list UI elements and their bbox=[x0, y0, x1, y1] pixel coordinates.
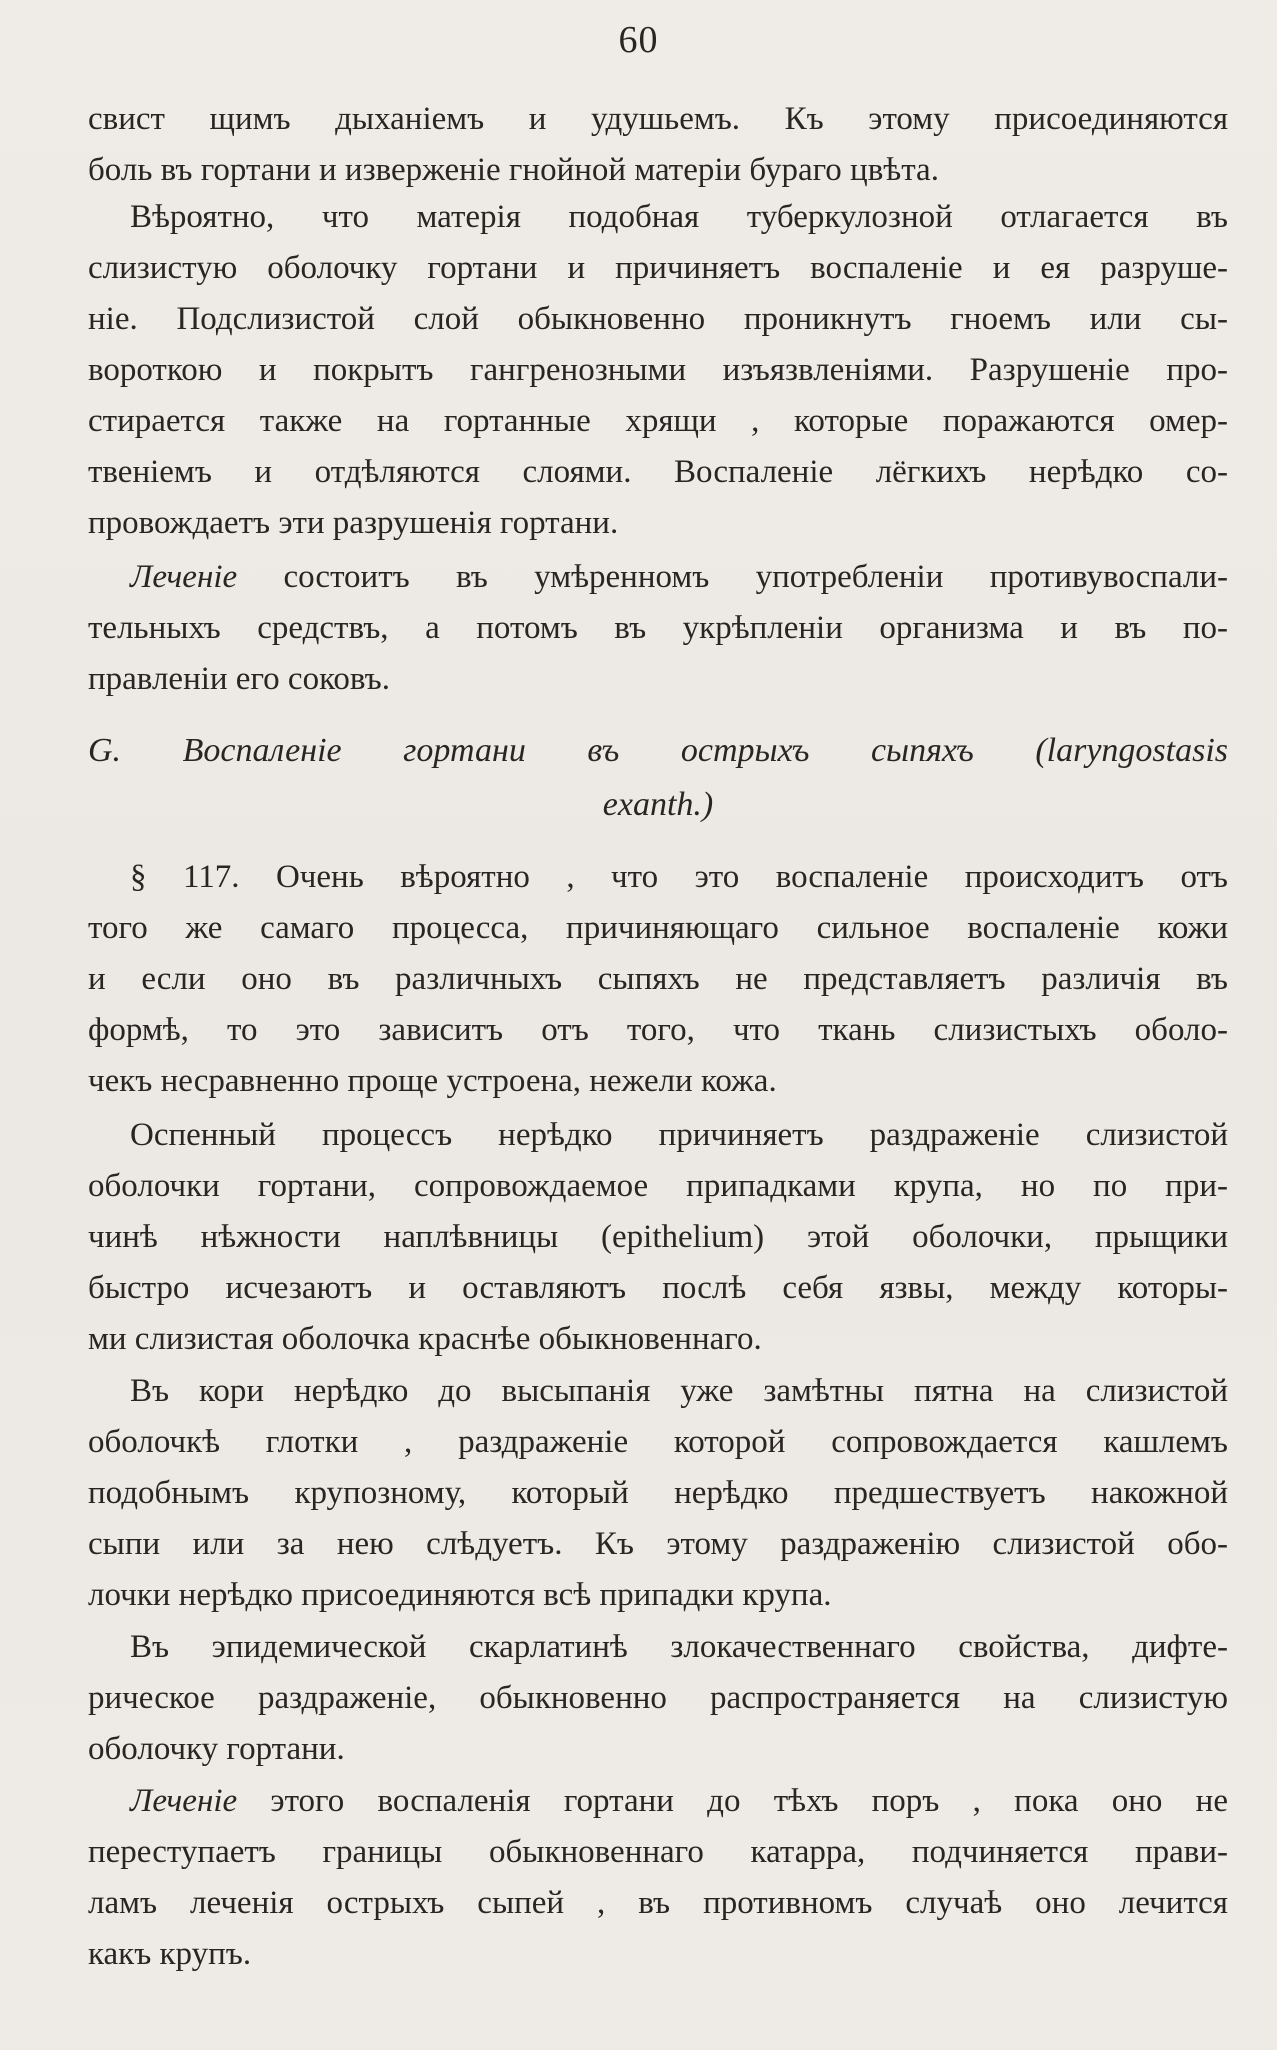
text-line: формѣ, то это зависитъ отъ того, что ткань слизистыхъ оболо- bbox=[88, 1012, 1228, 1048]
text-line: стирается также на гортанные хрящи , которые поражаются омер- bbox=[88, 403, 1228, 439]
text-line: ламъ леченія острыхъ сыпей , въ противномъ случаѣ оно лечится bbox=[88, 1885, 1228, 1921]
paragraph-tuberculous bbox=[88, 192, 1228, 549]
text-line: чекъ несравненно проще устроена, нежели кожа. bbox=[88, 1063, 777, 1099]
section-heading bbox=[88, 724, 1228, 832]
paragraph-smallpox bbox=[88, 1110, 1228, 1365]
text-run: состоитъ въ умѣренномъ употребленіи противувоспали- bbox=[237, 559, 1228, 595]
text-line: правленіи его соковъ. bbox=[88, 661, 390, 697]
paragraph-measles bbox=[88, 1366, 1228, 1621]
text-line: лочки нерѣдко присоединяются всѣ припадки крупа. bbox=[88, 1577, 832, 1613]
italic-term: Леченіе bbox=[130, 559, 238, 595]
text-line: и если оно въ различныхъ сыпяхъ не представляетъ различія въ bbox=[88, 961, 1228, 997]
text-line bbox=[88, 552, 1228, 603]
text-run: этого воспаленія гортани до тѣхъ поръ , пока оно не bbox=[237, 1783, 1228, 1819]
heading-line: exanth.) bbox=[602, 786, 714, 823]
text-line: чинѣ нѣжности наплѣвницы (epithelium) этой оболочки, прыщики bbox=[88, 1219, 1228, 1255]
text-line: Вѣроятно, что матерія подобная туберкулозной отлагается въ bbox=[130, 199, 1228, 235]
text-line: Въ эпидемической скарлатинѣ злокачественнаго свойства, дифте- bbox=[130, 1629, 1228, 1665]
text-line: провождаетъ эти разрушенія гортани. bbox=[88, 505, 619, 541]
text-line: какъ крупъ. bbox=[88, 1936, 252, 1972]
paragraph-treatment-1 bbox=[88, 552, 1228, 705]
text-line: свист щимъ дыханіемъ и удушьемъ. Къ этому присоединяются bbox=[88, 101, 1228, 137]
text-line: рическое раздраженіе, обыкновенно распространяется на слизистую bbox=[88, 1680, 1228, 1716]
text-line: Оспенный процессъ нерѣдко причиняетъ раздраженіе слизистой bbox=[130, 1117, 1228, 1153]
italic-term: Леченіе bbox=[130, 1783, 238, 1819]
paragraph-scarlatina bbox=[88, 1622, 1228, 1775]
text-line: подобнымъ крупозному, который нерѣдко предшествуетъ накожной bbox=[88, 1475, 1228, 1511]
text-line: оболочки гортани, сопровождаемое припадками крупа, но по при- bbox=[88, 1168, 1228, 1204]
text-line: быстро исчезаютъ и оставляютъ послѣ себя язвы, между которы- bbox=[88, 1270, 1228, 1306]
paragraph-treatment-2 bbox=[88, 1776, 1228, 1980]
text-line: того же самаго процесса, причиняющаго сильное воспаленіе кожи bbox=[88, 910, 1228, 946]
text-line: § 117. Очень вѣроятно , что это воспаленіе происходитъ отъ bbox=[130, 859, 1228, 895]
text-line: переступаетъ границы обыкновеннаго катарра, подчиняется прави- bbox=[88, 1834, 1228, 1870]
text-line: оболочку гортани. bbox=[88, 1731, 345, 1767]
text-line: боль въ гортани и изверженіе гнойной матеріи бураго цвѣта. bbox=[88, 152, 939, 188]
text-line: ми слизистая оболочка краснѣе обыкновеннаго. bbox=[88, 1321, 762, 1357]
paragraph-continuation bbox=[88, 94, 1228, 196]
heading-line: G. Воспаленіе гортани въ острыхъ сыпяхъ (laryngostasis bbox=[88, 732, 1228, 769]
text-line: вороткою и покрытъ гангренозными изъязвленіями. Разрушеніе про- bbox=[88, 352, 1228, 388]
text-line: оболочкѣ глотки , раздраженіе которой сопровождается кашлемъ bbox=[88, 1424, 1228, 1460]
text-line: твеніемъ и отдѣляются слоями. Воспаленіе лёгкихъ нерѣдко со- bbox=[88, 454, 1228, 490]
page-number: 60 bbox=[618, 19, 659, 61]
text-line: слизистую оболочку гортани и причиняетъ воспаленіе и ея разруше- bbox=[88, 250, 1228, 286]
text-line: тельныхъ средствъ, а потомъ въ укрѣпленіи организма и въ по- bbox=[88, 610, 1228, 646]
text-line bbox=[88, 1776, 1228, 1827]
text-line: ніе. Подслизистой слой обыкновенно проникнутъ гноемъ или сы- bbox=[88, 301, 1228, 337]
text-line: Въ кори нерѣдко до высыпанія уже замѣтны пятна на слизистой bbox=[130, 1373, 1228, 1409]
paragraph-section-117 bbox=[88, 852, 1228, 1107]
text-line: сыпи или за нею слѣдуетъ. Къ этому раздраженію слизистой обо- bbox=[88, 1526, 1228, 1562]
